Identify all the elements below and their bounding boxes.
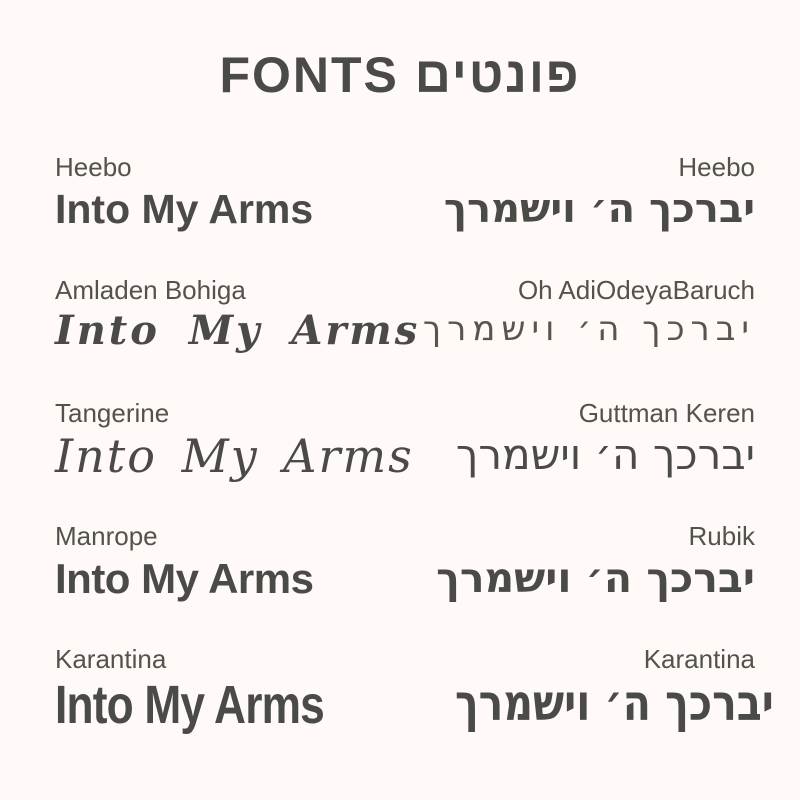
font-row-manrope-rubik xyxy=(55,522,755,604)
font-sample-text: Into My Arms xyxy=(55,674,324,735)
font-sample-text: יברכך ה׳ וישמרך xyxy=(455,429,755,479)
font-name-label: Heebo xyxy=(55,152,132,182)
latin-font-cell xyxy=(55,522,313,603)
font-row-tangerine-guttman xyxy=(55,399,755,481)
font-name-label: Manrope xyxy=(55,521,158,551)
font-name-label: Guttman Keren xyxy=(578,398,755,428)
font-sample-text: יברכך ה׳ וישמרך xyxy=(422,308,755,349)
hebrew-font-cell xyxy=(423,276,755,350)
font-name-label: Heebo xyxy=(678,152,755,182)
font-name-label: Amladen Bohiga xyxy=(55,275,246,305)
font-sample-text: יברכך ה׳ וישמרך xyxy=(454,673,774,732)
font-name-label: Rubik xyxy=(688,521,755,551)
page-title: FONTS פונטים xyxy=(219,47,581,103)
font-sample-text: יברכך ה׳ וישמרך xyxy=(436,553,755,602)
hebrew-font-cell xyxy=(444,153,755,232)
hebrew-font-cell xyxy=(436,522,755,602)
latin-font-cell xyxy=(55,644,383,735)
font-sample-text: Into My Arms xyxy=(55,428,414,483)
font-sample-text: Into My Arms xyxy=(55,185,314,232)
font-row-heebo xyxy=(55,153,755,235)
font-name-label: Karantina xyxy=(55,644,167,674)
font-name-label: Oh AdiOdeyaBaruch xyxy=(517,275,755,305)
font-row-karantina xyxy=(55,644,774,735)
hebrew-font-cell xyxy=(456,399,755,478)
latin-font-cell xyxy=(55,276,420,353)
hebrew-font-cell xyxy=(385,644,774,732)
font-sample-text: Into My Arms xyxy=(55,306,421,354)
font-row-amladen-adiodeya xyxy=(55,276,755,358)
font-name-label: Karantina xyxy=(643,644,755,674)
font-name-label: Tangerine xyxy=(55,398,170,428)
latin-font-cell xyxy=(55,398,414,483)
font-sample-text: Into My Arms xyxy=(55,554,314,602)
latin-font-cell xyxy=(55,153,313,233)
font-rows xyxy=(0,152,800,735)
font-sample-text: יברכך ה׳ וישמרך xyxy=(443,185,755,232)
